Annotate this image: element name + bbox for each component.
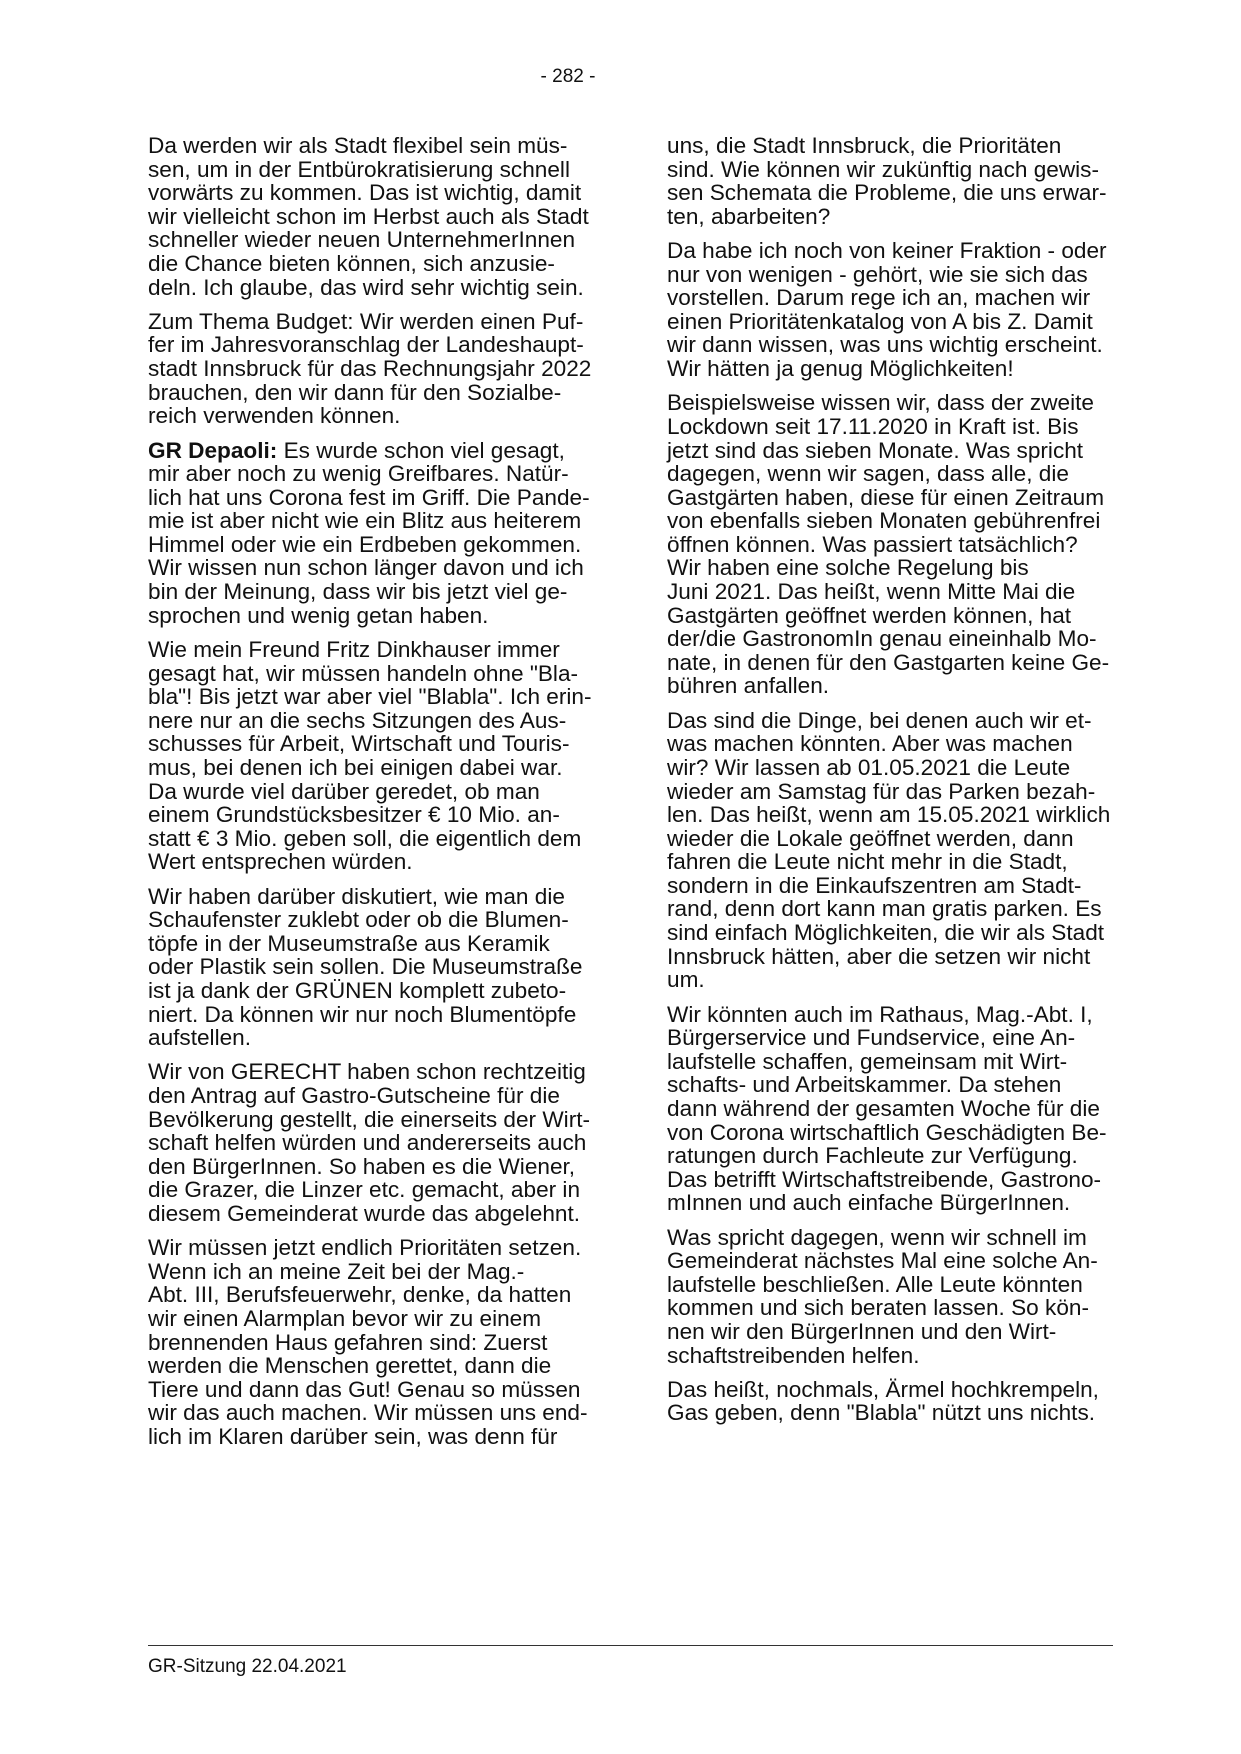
text-line: Gastgärten geöffnet werden können, hat bbox=[667, 602, 1072, 628]
text-line: schneller wieder neuen UnternehmerInnen bbox=[148, 227, 576, 253]
paragraph bbox=[667, 1226, 1117, 1368]
text-segment: Es wurde schon viel gesagt, bbox=[283, 437, 565, 463]
paragraph bbox=[148, 134, 603, 299]
text-line: Lockdown seit 17.11.2020 in Kraft ist. Bis bbox=[667, 413, 1079, 439]
text-line: Da habe ich noch von keiner Fraktion - oder bbox=[667, 238, 1107, 264]
text-line: Gemeinderat nächstes Mal eine solche An- bbox=[667, 1248, 1098, 1274]
text-line: Wir haben eine solche Regelung bis bbox=[667, 555, 1029, 581]
text-line: lich hat uns Corona fest im Griff. Die Pande- bbox=[148, 484, 590, 510]
text-line: nen wir den BürgerInnen und den Wirt- bbox=[667, 1318, 1057, 1344]
text-line: Wir könnten auch im Rathaus, Mag.-Abt. I, bbox=[667, 1001, 1093, 1027]
text-line: dann während der gesamten Woche für die bbox=[667, 1095, 1100, 1121]
text-line: vorstellen. Darum rege ich an, machen wir bbox=[667, 285, 1091, 311]
text-line: vorwärts zu kommen. Das ist wichtig, damit bbox=[148, 180, 582, 206]
text-line: uns, die Stadt Innsbruck, die Prioritäten bbox=[667, 133, 1062, 158]
text-line: einen Prioritätenkatalog von A bis Z. Damit bbox=[667, 308, 1093, 334]
text-line: von Corona wirtschaftlich Geschädigten Be- bbox=[667, 1119, 1107, 1145]
text-line: Bevölkerung gestellt, die einerseits der Wirt- bbox=[148, 1106, 591, 1132]
text-line: Bürgerservice und Fundservice, eine An- bbox=[667, 1025, 1076, 1051]
text-line: Schaufenster zuklebt oder ob die Blumen- bbox=[148, 907, 569, 933]
text-line bbox=[148, 439, 603, 463]
text-line: len. Das heißt, wenn am 15.05.2021 wirklich bbox=[667, 802, 1111, 828]
paragraph bbox=[667, 1003, 1117, 1215]
text-line: sondern in die Einkaufszentren am Stadt- bbox=[667, 872, 1082, 898]
text-line: Gastgärten haben, diese für einen Zeitraum bbox=[667, 484, 1105, 510]
text-line: die Grazer, die Linzer etc. gemacht, aber in bbox=[148, 1177, 581, 1203]
text-line: deln. Ich glaube, das wird sehr wichtig sein. bbox=[148, 274, 584, 300]
paragraph bbox=[148, 638, 603, 874]
text-line: Gas geben, denn "Blabla" nützt uns nichts. bbox=[667, 1400, 1096, 1426]
text-line: gesagt hat, wir müssen handeln ohne "Bla- bbox=[148, 660, 579, 686]
text-line: öffnen können. Was passiert tatsächlich? bbox=[667, 531, 1078, 557]
text-line: fahren die Leute nicht mehr in die Stadt, bbox=[667, 849, 1068, 875]
left-column bbox=[148, 134, 603, 1459]
paragraph bbox=[667, 1378, 1117, 1425]
right-column bbox=[667, 134, 1117, 1436]
text-line: aufstellen. bbox=[148, 1025, 251, 1051]
text-line: sind. Wie können wir zukünftig nach gewis- bbox=[667, 156, 1099, 182]
text-line: Juni 2021. Das heißt, wenn Mitte Mai die bbox=[667, 579, 1076, 605]
speaker-name: GR Depaoli: bbox=[148, 437, 278, 463]
text-line: Zum Thema Budget: Wir werden einen Puf- bbox=[148, 308, 584, 334]
paragraph bbox=[148, 885, 603, 1050]
text-line: Da werden wir als Stadt flexibel sein müs- bbox=[148, 133, 568, 158]
page-number: - 282 - bbox=[540, 66, 596, 87]
text-line: wir? Wir lassen ab 01.05.2021 die Leute bbox=[667, 754, 1071, 780]
text-line: stadt Innsbruck für das Rechnungsjahr 2022 bbox=[148, 356, 592, 382]
paragraph bbox=[148, 1236, 603, 1448]
text-line: was machen könnten. Aber was machen bbox=[667, 731, 1073, 757]
text-line: brauchen, den wir dann für den Sozialbe- bbox=[148, 379, 562, 405]
paragraph bbox=[667, 134, 1117, 228]
text-line: Wert entsprechen würden. bbox=[148, 849, 413, 875]
text-line: schafts- und Arbeitskammer. Da stehen bbox=[667, 1072, 1062, 1098]
text-line: Tiere und dann das Gut! Genau so müssen bbox=[148, 1376, 581, 1402]
text-line: nate, in denen für den Gastgarten keine Ge- bbox=[667, 649, 1110, 675]
text-line: bin der Meinung, dass wir bis jetzt viel ge- bbox=[148, 579, 568, 605]
text-line: der/die GastronomIn genau eineinhalb Mo- bbox=[667, 626, 1097, 652]
text-line: sind einfach Möglichkeiten, die wir als Stadt bbox=[667, 920, 1105, 946]
text-line: rand, denn dort kann man gratis parken. Es bbox=[667, 896, 1102, 922]
text-line: Abt. III, Berufsfeuerwehr, denke, da hatten bbox=[148, 1282, 572, 1308]
text-line: Wir müssen jetzt endlich Prioritäten setzen. bbox=[148, 1235, 582, 1261]
paragraph bbox=[148, 310, 603, 428]
text-line: wir das auch machen. Wir müssen uns end- bbox=[148, 1400, 588, 1426]
text-line: nere nur an die sechs Sitzungen des Aus- bbox=[148, 707, 567, 733]
paragraph bbox=[667, 709, 1117, 992]
paragraph bbox=[667, 391, 1117, 698]
text-line: ten, abarbeiten? bbox=[667, 203, 831, 229]
text-line: wieder die Lokale geöffnet werden, dann bbox=[667, 825, 1074, 851]
text-line: die Chance bieten können, sich anzusie- bbox=[148, 250, 555, 276]
paragraph bbox=[148, 1060, 603, 1225]
text-line: mus, bei denen ich bei einigen dabei war. bbox=[148, 754, 563, 780]
text-line: lich im Klaren darüber sein, was denn für bbox=[148, 1424, 558, 1449]
text-line: Wie mein Freund Fritz Dinkhauser immer bbox=[148, 636, 560, 662]
text-line: werden die Menschen gerettet, dann die bbox=[148, 1353, 552, 1379]
text-line: ratungen durch Fachleute zur Verfügung. bbox=[667, 1143, 1078, 1169]
text-line: ist ja dank der GRÜNEN komplett zubeto- bbox=[148, 977, 567, 1003]
text-line: Wir wissen nun schon länger davon und ich bbox=[148, 555, 584, 581]
text-line: Himmel oder wie ein Erdbeben gekommen. bbox=[148, 531, 582, 557]
text-line: bühren anfallen. bbox=[667, 673, 830, 699]
text-line: diesem Gemeinderat wurde das abgelehnt. bbox=[148, 1200, 581, 1226]
text-line: kommen und sich beraten lassen. So kön- bbox=[667, 1295, 1089, 1321]
text-line: wir vielleicht schon im Herbst auch als Stadt bbox=[148, 203, 589, 229]
text-line: Das sind die Dinge, bei denen auch wir et- bbox=[667, 707, 1092, 733]
text-line: sprochen und wenig getan haben. bbox=[148, 602, 489, 628]
text-line: Was spricht dagegen, wenn wir schnell im bbox=[667, 1224, 1087, 1250]
footer-session-date: GR-Sitzung 22.04.2021 bbox=[148, 1656, 347, 1677]
text-line: jetzt sind das sieben Monate. Was spricht bbox=[667, 437, 1084, 463]
text-line: Wir haben darüber diskutiert, wie man die bbox=[148, 883, 565, 909]
text-line: Innsbruck hätten, aber die setzen wir nicht bbox=[667, 943, 1091, 969]
text-line: einem Grundstücksbesitzer € 10 Mio. an- bbox=[148, 802, 560, 828]
text-line: um. bbox=[667, 967, 705, 993]
text-line: dagegen, wenn wir sagen, dass alle, die bbox=[667, 461, 1069, 487]
text-line: statt € 3 Mio. geben soll, die eigentlich dem bbox=[148, 825, 582, 851]
text-line: oder Plastik sein sollen. Die Museumstraße bbox=[148, 954, 583, 980]
text-line: den BürgerInnen. So haben es die Wiener, bbox=[148, 1153, 576, 1179]
text-line: laufstelle beschließen. Alle Leute könnten bbox=[667, 1271, 1083, 1297]
text-line: mie ist aber nicht wie ein Blitz aus heiterem bbox=[148, 508, 582, 534]
text-line: wieder am Samstag für das Parken bezah- bbox=[667, 778, 1096, 804]
footer-rule bbox=[148, 1645, 1113, 1646]
text-line: mInnen und auch einfache BürgerInnen. bbox=[667, 1190, 1071, 1216]
text-line: fer im Jahresvoranschlag der Landeshaupt- bbox=[148, 332, 584, 358]
text-line: töpfe in der Museumstraße aus Keramik bbox=[148, 930, 550, 956]
text-line: schusses für Arbeit, Wirtschaft und Touris- bbox=[148, 731, 570, 757]
text-line: nur von wenigen - gehört, wie sie sich das bbox=[667, 261, 1088, 287]
text-line: Das heißt, nochmals, Ärmel hochkrempeln, bbox=[667, 1376, 1099, 1402]
text-line: von ebenfalls sieben Monaten gebührenfrei bbox=[667, 508, 1101, 534]
text-line: schaftstreibenden helfen. bbox=[667, 1342, 920, 1368]
text-line: Wenn ich an meine Zeit bei der Mag.- bbox=[148, 1258, 525, 1284]
text-line: wir einen Alarmplan bevor wir zu einem bbox=[148, 1306, 542, 1332]
text-line: reich verwenden können. bbox=[148, 403, 401, 429]
text-line: schaft helfen würden und andererseits auch bbox=[148, 1130, 587, 1156]
text-line: sen, um in der Entbürokratisierung schnell bbox=[148, 156, 570, 182]
text-line: Beispielsweise wissen wir, dass der zweite bbox=[667, 390, 1094, 416]
text-line: Das betrifft Wirtschaftstreibende, Gastrono- bbox=[667, 1166, 1102, 1192]
text-line: laufstelle schaffen, gemeinsam mit Wirt- bbox=[667, 1048, 1068, 1074]
text-line: wir dann wissen, was uns wichtig erscheint. bbox=[667, 332, 1103, 358]
paragraph bbox=[667, 239, 1117, 381]
text-line: mir aber noch zu wenig Greifbares. Natür- bbox=[148, 461, 569, 487]
text-line: sen Schemata die Probleme, die uns erwar- bbox=[667, 180, 1107, 206]
text-line: brennenden Haus gefahren sind: Zuerst bbox=[148, 1329, 548, 1355]
text-line: Da wurde viel darüber geredet, ob man bbox=[148, 778, 540, 804]
text-line: niert. Da können wir nur noch Blumentöpfe bbox=[148, 1001, 577, 1027]
text-line: bla"! Bis jetzt war aber viel "Blabla". Ich erin- bbox=[148, 684, 592, 710]
paragraph bbox=[148, 439, 603, 628]
text-line: den Antrag auf Gastro-Gutscheine für die bbox=[148, 1083, 560, 1108]
text-line: Wir hätten ja genug Möglichkeiten! bbox=[667, 356, 1014, 382]
text-line: Wir von GERECHT haben schon rechtzeitig bbox=[148, 1059, 586, 1085]
